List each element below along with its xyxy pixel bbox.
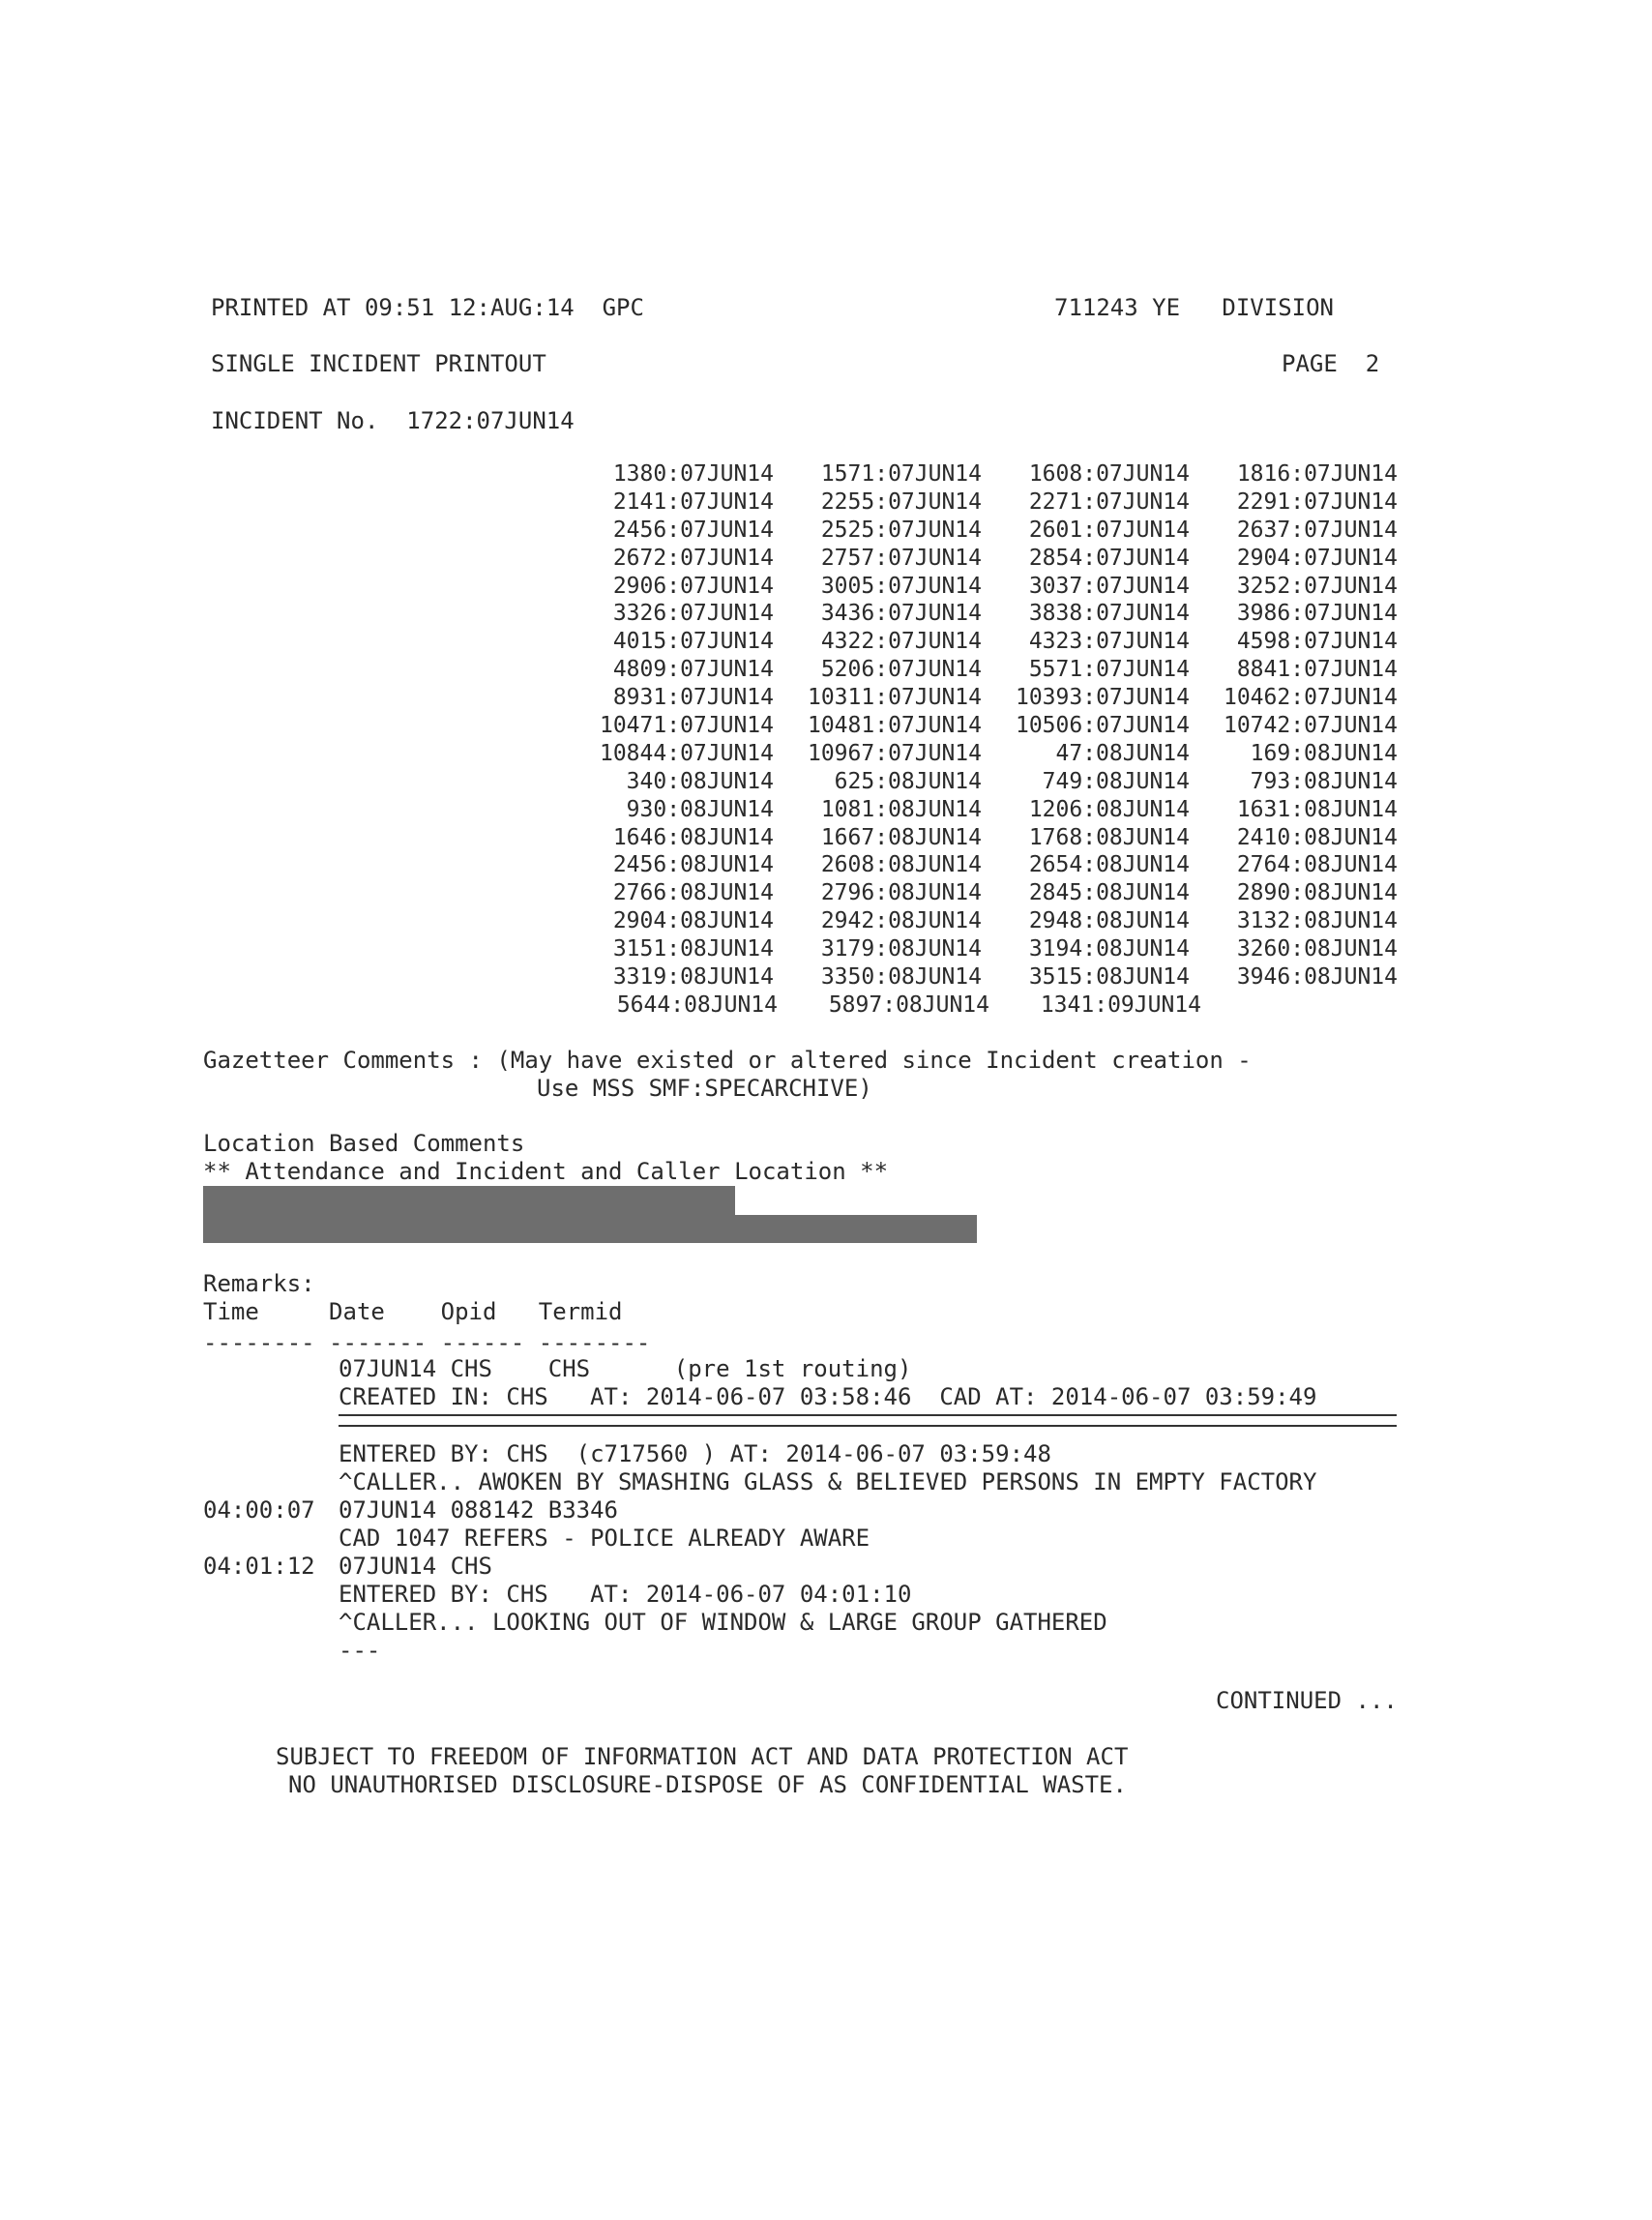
incident-ref: 2948:08JUN14 bbox=[1028, 908, 1190, 934]
incident-ref: 2525:07JUN14 bbox=[820, 517, 982, 543]
incident-ref-row bbox=[566, 712, 1398, 740]
incident-ref-row bbox=[566, 684, 1398, 712]
document-title: SINGLE INCIDENT PRINTOUT bbox=[211, 350, 546, 377]
incident-ref: 5206:07JUN14 bbox=[820, 657, 982, 683]
incident-ref: 4015:07JUN14 bbox=[612, 629, 774, 655]
incident-ref: 3350:08JUN14 bbox=[820, 964, 982, 991]
incident-ref: 3179:08JUN14 bbox=[820, 936, 982, 962]
remark-line: 07JUN14 CHS bbox=[339, 1553, 492, 1580]
incident-ref-row bbox=[566, 460, 1398, 488]
incident-ref: 5897:08JUN14 bbox=[828, 992, 989, 1018]
incident-ref: 1571:07JUN14 bbox=[820, 461, 982, 487]
incident-ref: 2271:07JUN14 bbox=[1028, 488, 1190, 515]
division: 711243 YE DIVISION bbox=[1054, 294, 1334, 321]
incident-ref-row bbox=[566, 879, 1398, 907]
incident-ref: 2904:07JUN14 bbox=[1236, 545, 1398, 571]
incident-ref: 3319:08JUN14 bbox=[612, 964, 774, 991]
printed-at: PRINTED AT 09:51 12:AUG:14 GPC bbox=[211, 294, 644, 321]
incident-ref: 2854:07JUN14 bbox=[1028, 545, 1190, 571]
incident-ref: 2255:07JUN14 bbox=[820, 488, 982, 515]
incident-ref: 1768:08JUN14 bbox=[1028, 824, 1190, 850]
incident-ref: 2890:08JUN14 bbox=[1236, 880, 1398, 906]
incident-ref: 4598:07JUN14 bbox=[1236, 629, 1398, 655]
incident-ref: 3326:07JUN14 bbox=[612, 601, 774, 627]
incident-ref: 1646:08JUN14 bbox=[612, 824, 774, 850]
incident-ref: 3838:07JUN14 bbox=[1028, 601, 1190, 627]
incident-ref: 3946:08JUN14 bbox=[1236, 964, 1398, 991]
incident-ref: 10393:07JUN14 bbox=[1015, 685, 1190, 711]
incident-ref: 10844:07JUN14 bbox=[599, 740, 774, 766]
incident-ref-row bbox=[566, 796, 1398, 824]
gazetteer-comments-line2: Use MSS SMF:SPECARCHIVE) bbox=[537, 1075, 872, 1102]
incident-ref-row bbox=[566, 600, 1398, 628]
incident-ref: 1081:08JUN14 bbox=[820, 796, 982, 822]
incident-ref: 4809:07JUN14 bbox=[612, 657, 774, 683]
incident-ref: 2410:08JUN14 bbox=[1236, 824, 1398, 850]
location-comments-note: ** Attendance and Incident and Caller Location ** bbox=[203, 1158, 889, 1185]
incident-ref: 2637:07JUN14 bbox=[1236, 517, 1398, 543]
remarks-header-rule: -------- ------- ------ -------- bbox=[203, 1329, 651, 1356]
incident-ref-row bbox=[566, 824, 1398, 852]
incident-ref: 2942:08JUN14 bbox=[820, 908, 982, 934]
incident-ref: 10506:07JUN14 bbox=[1015, 713, 1190, 739]
confidentiality-notice: SUBJECT TO FREEDOM OF INFORMATION ACT AND DATA PROTECTION ACT bbox=[276, 1743, 1129, 1770]
incident-ref: 1608:07JUN14 bbox=[1028, 461, 1190, 487]
remark-time: 04:01:12 bbox=[203, 1553, 315, 1580]
incident-ref-row bbox=[566, 740, 1398, 768]
incident-ref: 2796:08JUN14 bbox=[820, 880, 982, 906]
incident-ref: 2601:07JUN14 bbox=[1028, 517, 1190, 543]
incident-ref: 47:08JUN14 bbox=[1055, 740, 1190, 766]
incident-ref: 2764:08JUN14 bbox=[1236, 852, 1398, 878]
incident-ref-row bbox=[566, 517, 1398, 545]
incident-ref: 5571:07JUN14 bbox=[1028, 657, 1190, 683]
incident-ref-row bbox=[566, 992, 1398, 1020]
remarks-column-headers: Time Date Opid Termid bbox=[203, 1298, 623, 1325]
remark-line: 07JUN14 088142 B3346 bbox=[339, 1496, 618, 1524]
remark-time: 04:00:07 bbox=[203, 1496, 315, 1524]
incident-ref: 3515:08JUN14 bbox=[1028, 964, 1190, 991]
incident-ref-row bbox=[566, 628, 1398, 656]
incident-ref: 3037:07JUN14 bbox=[1028, 573, 1190, 599]
incident-ref-row bbox=[566, 488, 1398, 517]
incident-ref: 2906:07JUN14 bbox=[612, 573, 774, 599]
remarks-label: Remarks: bbox=[203, 1270, 315, 1297]
incident-ref: 10742:07JUN14 bbox=[1223, 713, 1398, 739]
incident-ref: 2608:08JUN14 bbox=[820, 852, 982, 878]
incident-ref: 3132:08JUN14 bbox=[1236, 908, 1398, 934]
incident-ref-row bbox=[566, 656, 1398, 684]
incident-ref: 2757:07JUN14 bbox=[820, 545, 982, 571]
incident-number: INCIDENT No. 1722:07JUN14 bbox=[211, 407, 575, 434]
incident-ref: 10481:07JUN14 bbox=[807, 713, 982, 739]
incident-ref: 930:08JUN14 bbox=[626, 796, 774, 822]
remark-line: CREATED IN: CHS AT: 2014-06-07 03:58:46 CAD AT: 2014-06-07 03:59:49 bbox=[339, 1383, 1317, 1410]
incident-ref-row bbox=[566, 935, 1398, 963]
incident-ref: 3986:07JUN14 bbox=[1236, 601, 1398, 627]
redaction-block bbox=[203, 1186, 735, 1243]
incident-ref: 3005:07JUN14 bbox=[820, 573, 982, 599]
incident-ref: 10967:07JUN14 bbox=[807, 740, 982, 766]
incident-ref: 5644:08JUN14 bbox=[616, 992, 778, 1018]
incident-ref: 8931:07JUN14 bbox=[612, 685, 774, 711]
incident-ref: 10311:07JUN14 bbox=[807, 685, 982, 711]
incident-ref: 8841:07JUN14 bbox=[1236, 657, 1398, 683]
location-comments-label: Location Based Comments bbox=[203, 1130, 525, 1157]
incident-ref: 2672:07JUN14 bbox=[612, 545, 774, 571]
remark-line: 07JUN14 CHS CHS (pre 1st routing) bbox=[339, 1355, 912, 1382]
incident-ref-row bbox=[566, 573, 1398, 601]
associated-incident-list bbox=[566, 460, 1398, 1020]
incident-ref: 2654:08JUN14 bbox=[1028, 852, 1190, 878]
remark-line: ENTERED BY: CHS (c717560 ) AT: 2014-06-07 03:59:48 bbox=[339, 1440, 1051, 1467]
incident-ref: 1667:08JUN14 bbox=[820, 824, 982, 850]
remark-line: ^CALLER... LOOKING OUT OF WINDOW & LARGE GROUP GATHERED bbox=[339, 1609, 1107, 1636]
incident-ref: 3260:08JUN14 bbox=[1236, 936, 1398, 962]
page-number: PAGE 2 bbox=[1282, 350, 1380, 377]
incident-ref-row bbox=[566, 963, 1398, 992]
incident-ref: 2766:08JUN14 bbox=[612, 880, 774, 906]
incident-ref: 2904:08JUN14 bbox=[612, 908, 774, 934]
incident-ref: 2845:08JUN14 bbox=[1028, 880, 1190, 906]
gazetteer-comments: Gazetteer Comments : (May have existed or altered since Incident creation - bbox=[203, 1047, 1252, 1074]
incident-ref: 2291:07JUN14 bbox=[1236, 488, 1398, 515]
incident-ref: 3252:07JUN14 bbox=[1236, 573, 1398, 599]
incident-ref-row bbox=[566, 545, 1398, 573]
continued-note: CONTINUED ... bbox=[1216, 1687, 1398, 1714]
incident-ref: 169:08JUN14 bbox=[1250, 740, 1398, 766]
remark-line: ^CALLER.. AWOKEN BY SMASHING GLASS & BELIEVED PERSONS IN EMPTY FACTORY bbox=[339, 1468, 1317, 1495]
incident-ref: 625:08JUN14 bbox=[834, 768, 982, 794]
incident-ref: 1631:08JUN14 bbox=[1236, 796, 1398, 822]
incident-ref: 749:08JUN14 bbox=[1042, 768, 1190, 794]
incident-ref: 2456:08JUN14 bbox=[612, 852, 774, 878]
confidentiality-notice-line2: NO UNAUTHORISED DISCLOSURE-DISPOSE OF AS CONFIDENTIAL WASTE. bbox=[288, 1771, 1127, 1798]
remark-line: ENTERED BY: CHS AT: 2014-06-07 04:01:10 bbox=[339, 1581, 912, 1608]
double-rule bbox=[339, 1414, 1397, 1427]
incident-ref: 4322:07JUN14 bbox=[820, 629, 982, 655]
incident-ref: 340:08JUN14 bbox=[626, 768, 774, 794]
incident-ref: 1206:08JUN14 bbox=[1028, 796, 1190, 822]
incident-ref-row bbox=[566, 851, 1398, 879]
incident-ref: 2456:07JUN14 bbox=[612, 517, 774, 543]
incident-ref: 1816:07JUN14 bbox=[1236, 461, 1398, 487]
incident-ref: 2141:07JUN14 bbox=[612, 488, 774, 515]
redaction-block bbox=[735, 1215, 977, 1243]
incident-ref: 3194:08JUN14 bbox=[1028, 936, 1190, 962]
incident-ref: 1341:09JUN14 bbox=[1040, 992, 1201, 1018]
incident-ref: 3151:08JUN14 bbox=[612, 936, 774, 962]
incident-ref: 10471:07JUN14 bbox=[599, 713, 774, 739]
incident-ref-row bbox=[566, 907, 1398, 935]
incident-ref: 10462:07JUN14 bbox=[1223, 685, 1398, 711]
incident-ref: 3436:07JUN14 bbox=[820, 601, 982, 627]
incident-ref: 793:08JUN14 bbox=[1250, 768, 1398, 794]
remark-line: CAD 1047 REFERS - POLICE ALREADY AWARE bbox=[339, 1524, 870, 1552]
incident-ref: 4323:07JUN14 bbox=[1028, 629, 1190, 655]
incident-ref: 1380:07JUN14 bbox=[612, 461, 774, 487]
remark-line: --- bbox=[339, 1637, 381, 1664]
incident-ref-row bbox=[566, 768, 1398, 796]
